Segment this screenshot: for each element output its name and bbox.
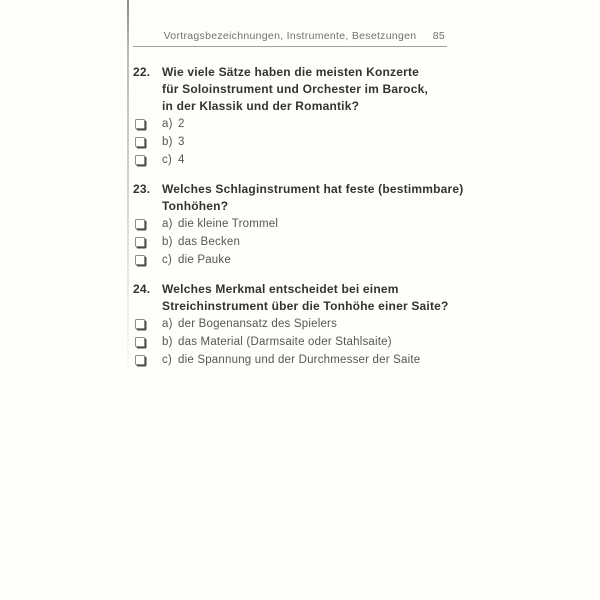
- option-text: der Bogenansatz des Spielers: [178, 318, 338, 330]
- answer-options: [133, 315, 478, 369]
- option-text: 3: [178, 136, 185, 148]
- question-number: 24.: [133, 282, 151, 296]
- checkbox-column: [133, 119, 162, 129]
- checkbox-column: [133, 355, 162, 365]
- option-letter: c): [162, 354, 172, 366]
- answer-option: [133, 251, 478, 269]
- option-letter: a): [162, 218, 173, 230]
- question-text: Wie viele Sätze haben die meisten Konzerte für Soloinstrument und Orchester im Barock, in der Klassik und der Romantik?: [162, 65, 428, 113]
- page-number: 85: [432, 30, 445, 42]
- checkbox-column: [133, 237, 162, 247]
- checkbox-icon: [135, 355, 145, 365]
- option-text: das Material (Darmsaite oder Stahlsaite): [178, 336, 392, 348]
- answer-option: [133, 133, 478, 151]
- checkbox-column: [133, 319, 162, 329]
- running-header: [133, 30, 447, 47]
- checkbox-icon: [135, 119, 145, 129]
- option-letter: b): [162, 236, 173, 248]
- option-text: 2: [178, 118, 185, 130]
- question-head: [133, 64, 478, 115]
- question-head: [133, 281, 478, 315]
- checkbox-column: [133, 337, 162, 347]
- question-block: [133, 64, 478, 169]
- checkbox-icon: [135, 219, 145, 229]
- question-block: [133, 281, 478, 369]
- checkbox-icon: [135, 137, 145, 147]
- answer-option: [133, 333, 478, 351]
- checkbox-column: [133, 219, 162, 229]
- question-text: Welches Merkmal entscheidet bei einem Streichinstrument über die Tonhöhe einer Saite?: [162, 282, 449, 313]
- answer-option: [133, 233, 478, 251]
- answer-option: [133, 115, 478, 133]
- question-number: 22.: [133, 65, 151, 79]
- answer-options: [133, 115, 478, 169]
- option-letter: a): [162, 318, 173, 330]
- checkbox-icon: [135, 237, 145, 247]
- option-text: die kleine Trommel: [178, 218, 279, 230]
- checkbox-column: [133, 255, 162, 265]
- option-letter: a): [162, 118, 173, 130]
- answer-option: [133, 151, 478, 169]
- option-text: die Pauke: [178, 254, 231, 266]
- checkbox-icon: [135, 337, 145, 347]
- page-edge-shadow: [127, 0, 129, 390]
- option-text: die Spannung und der Durchmesser der Saite: [178, 354, 421, 366]
- checkbox-icon: [135, 155, 145, 165]
- option-letter: c): [162, 254, 172, 266]
- answer-option: [133, 215, 478, 233]
- chapter-header-title: Vortragsbezeichnungen, Instrumente, Besetzungen: [163, 30, 417, 42]
- option-letter: c): [162, 154, 172, 166]
- question-head: [133, 181, 478, 215]
- option-text: das Becken: [178, 236, 241, 248]
- answer-option: [133, 315, 478, 333]
- checkbox-icon: [135, 255, 145, 265]
- checkbox-column: [133, 155, 162, 165]
- question-list: [133, 64, 478, 369]
- answer-option: [133, 351, 478, 369]
- checkbox-column: [133, 137, 162, 147]
- option-letter: b): [162, 336, 173, 348]
- checkbox-icon: [135, 319, 145, 329]
- question-number: 23.: [133, 182, 151, 196]
- option-text: 4: [178, 154, 185, 166]
- question-block: [133, 181, 478, 269]
- question-text: Welches Schlaginstrument hat feste (bestimmbare) Tonhöhen?: [162, 182, 464, 213]
- option-letter: b): [162, 136, 173, 148]
- answer-options: [133, 215, 478, 269]
